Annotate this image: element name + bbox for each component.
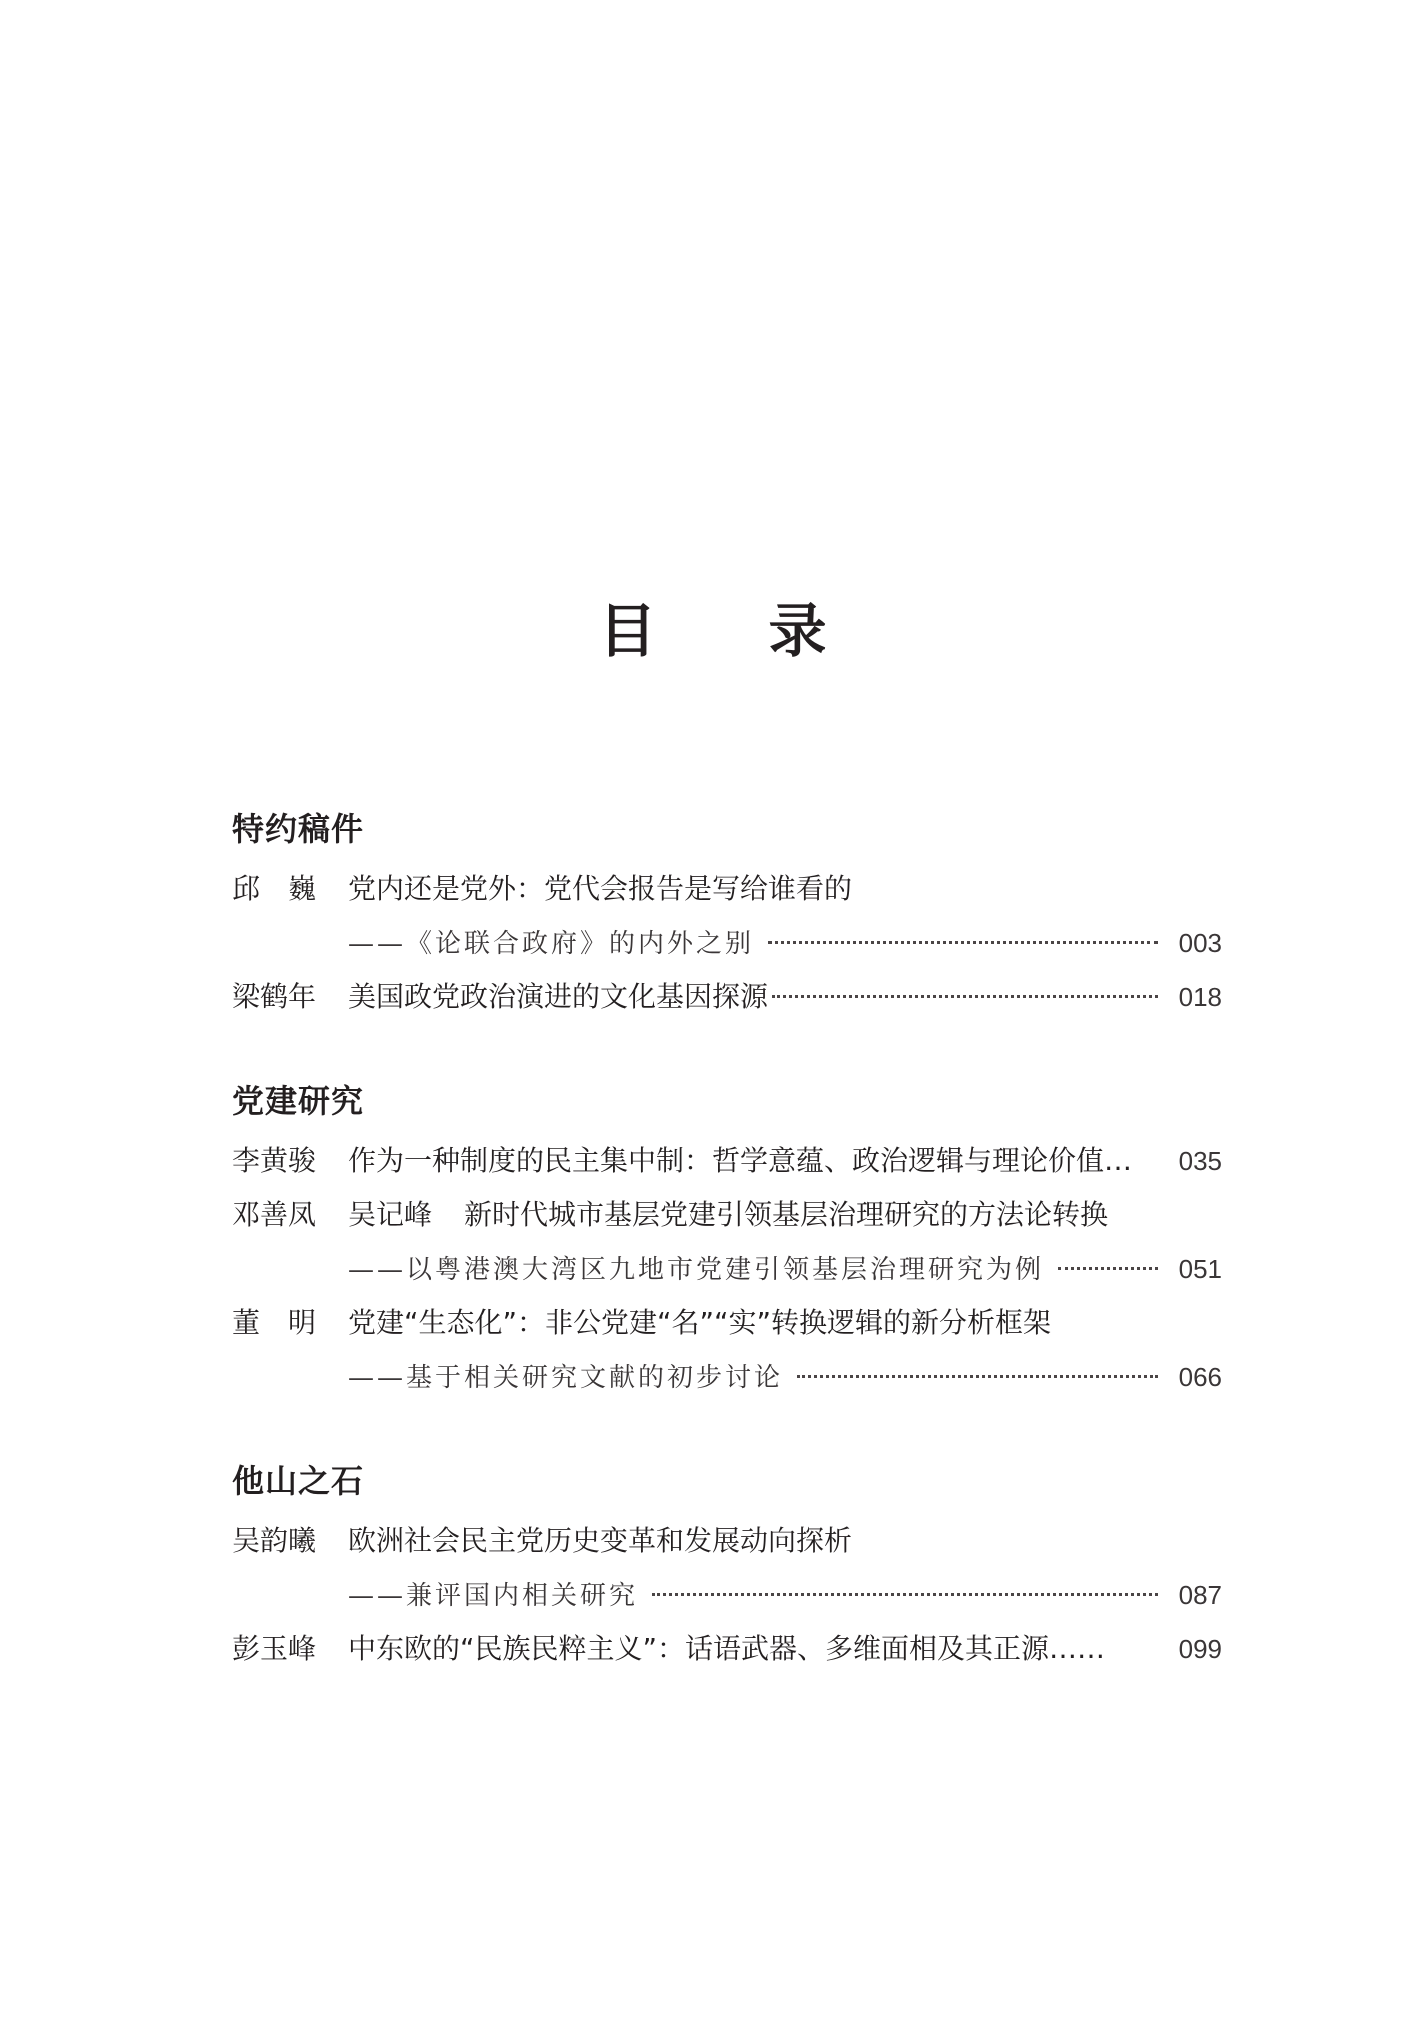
dot-leader	[768, 941, 1158, 944]
toc-section	[232, 1460, 1222, 1676]
toc-entry[interactable]	[232, 862, 1222, 916]
entry-author-2: 吴记峰	[348, 1198, 433, 1231]
entry-subtitle: ——以粤港澳大湾区九地市党建引领基层治理研究为例	[348, 1255, 1045, 1285]
dot-leader	[652, 1593, 1158, 1596]
entry-subtitle: ——《论联合政府》的内外之别	[348, 929, 755, 959]
dot-leader	[797, 1375, 1158, 1378]
toc-entry-subtitle[interactable]	[232, 916, 1222, 970]
entry-page-number: 087	[1178, 1580, 1222, 1610]
entry-page-number: 018	[1178, 982, 1222, 1012]
entry-page-number: 051	[1178, 1254, 1222, 1284]
toc-section	[232, 808, 1222, 1024]
entry-author: 梁鹤年	[232, 980, 317, 1013]
entry-page-number: 099	[1178, 1634, 1222, 1664]
entry-title: 美国政党政治演进的文化基因探源	[348, 980, 769, 1013]
entry-subtitle: ——兼评国内相关研究	[348, 1581, 639, 1611]
dot-leader	[772, 995, 1158, 998]
entry-title: 欧洲社会民主党历史变革和发展动向探析	[348, 1524, 853, 1557]
entry-author: 吴韵曦	[232, 1524, 317, 1557]
section-title: 党建研究	[232, 1082, 365, 1120]
entry-page-number: 066	[1178, 1362, 1222, 1392]
toc-entry-subtitle[interactable]	[232, 1568, 1222, 1622]
entry-title: 新时代城市基层党建引领基层治理研究的方法论转换	[464, 1198, 1109, 1231]
section-title: 特约稿件	[232, 810, 365, 848]
page-title-char-1: 目	[598, 597, 657, 665]
entry-author: 李黄骏	[232, 1144, 317, 1177]
toc-section	[232, 1080, 1222, 1404]
entry-title: 中东欧的“民族民粹主义”：话语武器、多维面相及其正源……	[348, 1632, 1106, 1665]
page-title	[0, 596, 1425, 666]
table-of-contents	[232, 808, 1222, 1732]
entry-author: 邓善凤	[232, 1198, 317, 1231]
entry-author: 邱 巍	[232, 872, 317, 905]
entry-subtitle: ——基于相关研究文献的初步讨论	[348, 1363, 784, 1393]
section-title: 他山之石	[232, 1462, 365, 1500]
entry-author: 董 明	[232, 1306, 317, 1339]
toc-entry[interactable]	[232, 1296, 1222, 1350]
toc-entry-subtitle[interactable]	[232, 1242, 1222, 1296]
entry-title: 党建“生态化”：非公党建“名”“实”转换逻辑的新分析框架	[348, 1306, 1052, 1339]
toc-entry[interactable]	[232, 1134, 1222, 1188]
toc-entry[interactable]	[232, 970, 1222, 1024]
entry-title: 作为一种制度的民主集中制：哲学意蕴、政治逻辑与理论价值…	[348, 1144, 1133, 1177]
toc-entry[interactable]	[232, 1622, 1222, 1676]
entry-author: 彭玉峰	[232, 1632, 317, 1665]
entry-title: 党内还是党外：党代会报告是写给谁看的	[348, 872, 853, 905]
entry-page-number: 035	[1178, 1146, 1222, 1176]
toc-entry[interactable]	[232, 1188, 1222, 1242]
dot-leader	[1058, 1267, 1158, 1270]
toc-entry-subtitle[interactable]	[232, 1350, 1222, 1404]
entry-page-number: 003	[1178, 928, 1222, 958]
toc-entry[interactable]	[232, 1514, 1222, 1568]
page-title-char-2: 录	[768, 597, 827, 665]
